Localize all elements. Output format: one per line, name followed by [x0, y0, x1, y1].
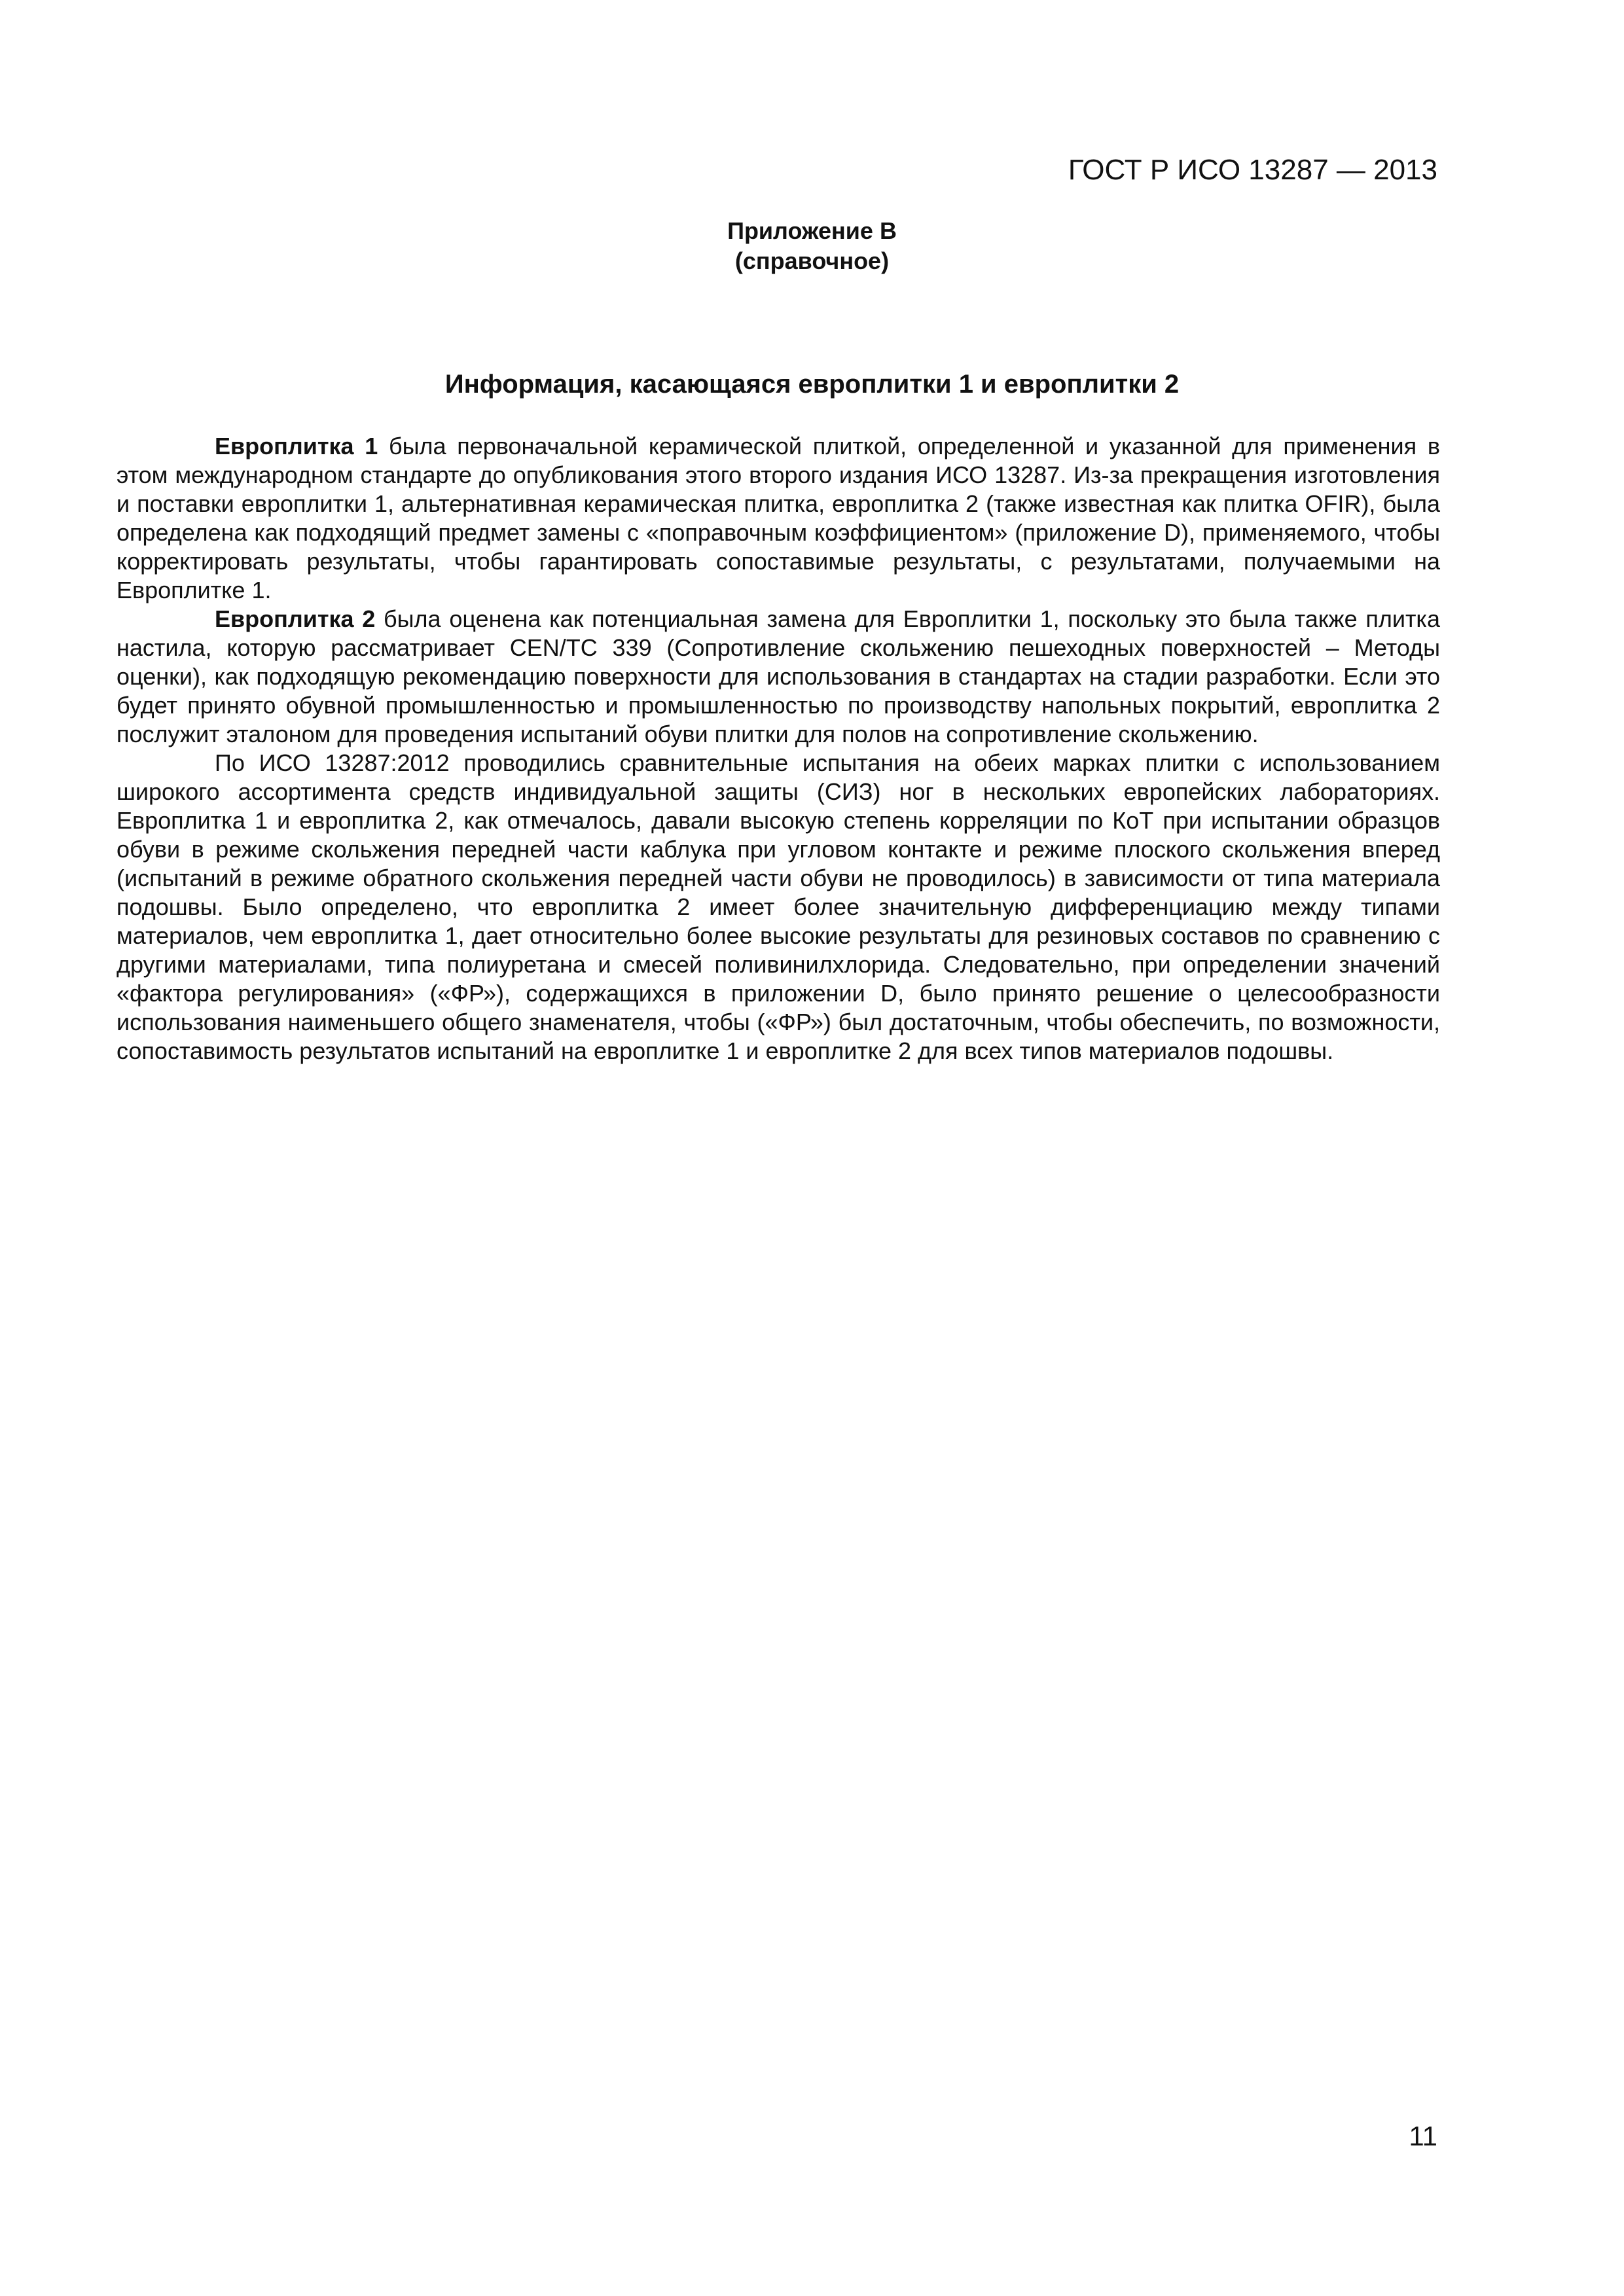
- annex-heading: [0, 216, 1624, 276]
- page-number: 11: [1409, 2121, 1437, 2151]
- annex-title: Приложение В: [727, 217, 897, 244]
- paragraph-europlate-1: [117, 432, 1440, 605]
- document-code: ГОСТ Р ИСО 13287 — 2013: [1068, 154, 1437, 186]
- paragraph-comparative-tests: [117, 749, 1440, 1066]
- paragraph-text: была оценена как потенциальная замена для Европлитки 1, поскольку это была также плитка настила, которую рассматривает CEN/TC 339 (Сопротивление скольжению пешеходных поверхностей – Методы оценки), как подходящую рекомендацию поверхности для использования в стандартах на стадии разработки. Если это будет принято обувной промышленностью и промышленностью по производству напольных покрытий, европлитка 2 послужит эталоном для проведения испытаний обуви плитки для полов на сопротивление скольжению.: [117, 605, 1440, 747]
- paragraph-lead: Европлитка 1: [215, 433, 378, 459]
- section-title: Информация, касающаяся европлитки 1 и европлитки 2: [444, 370, 1180, 399]
- body-text: [117, 432, 1440, 1066]
- paragraph-text: По ИСО 13287:2012 проводились сравнительные испытания на обеих марках плитки с использованием широкого ассортимента средств индивидуальной защиты (СИЗ) ног в нескольких европейских лабораториях. Европлитка 1 и европлитка 2, как отмечалось, давали высокую степень корреляции по КоТ при испытании образцов обуви в режиме скольжения передней части каблука при угловом контакте и режиме плоского скольжения вперед (испытаний в режиме обратного скольжения передней части обуви не проводилось) в зависимости от типа материала подошвы. Было определено, что европлитка 2 имеет более значительную дифференциацию между типами материалов, чем европлитка 1, дает относительно более высокие результаты для резиновых составов по сравнению с другими материалами, типа полиуретана и смесей поливинилхлорида. Следовательно, при определении значений «фактора регулирования» («ФР»), содержащихся в приложении D, было принято решение о целесообразности использования наименьшего общего знаменателя, чтобы («ФР») был достаточным, чтобы обеспечить, по возможности, сопоставимость результатов испытаний на европлитке 1 и европлитке 2 для всех типов материалов подошвы.: [117, 749, 1440, 1064]
- paragraph-lead: Европлитка 2: [215, 605, 376, 632]
- annex-status: (справочное): [734, 247, 890, 274]
- paragraph-europlate-2: [117, 605, 1440, 749]
- paragraph-text: была первоначальной керамической плиткой, определенной и указанной для применения в этом международном стандарте до опубликования этого второго издания ИСО 13287. Из-за прекращения изготовления и поставки европлитки 1, альтернативная керамическая плитка, европлитка 2 (также известная как плитка OFIR), была определена как подходящий предмет замены с «поправочным коэффициентом» (приложение D), применяемого, чтобы корректировать результаты, чтобы гарантировать сопоставимые результаты, с результатами, получаемыми на Европлитке 1.: [117, 433, 1440, 603]
